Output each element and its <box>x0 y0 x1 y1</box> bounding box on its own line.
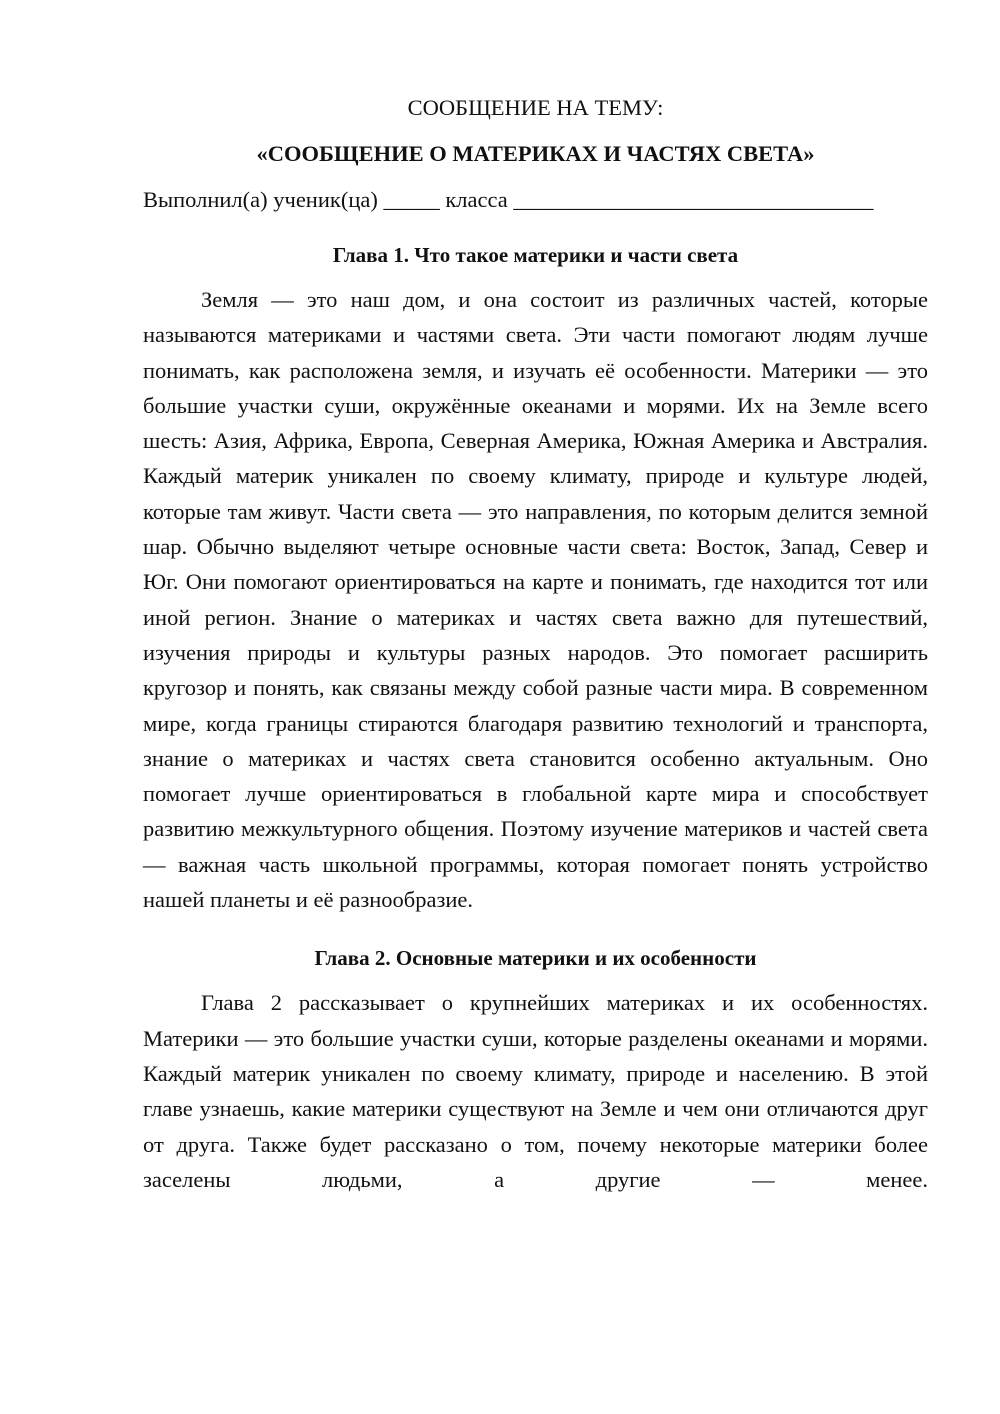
author-line: Выполнил(а) ученик(ца) _____ класса ________________________________ <box>143 187 874 212</box>
chapter-2-heading: Глава 2. Основные материки и их особенности <box>314 946 757 971</box>
chapter-1-paragraph: Земля — это наш дом, и она состоит из различных частей, которые называются материками и частями света. Эти части помогают людям лучше понимать, как расположена земля, и изучать её особенности. Материки — это большие участки суши, окружённые океанами и морями. Их на Земле всего шесть: Азия, Африка, Европа, Северная Америка, Южная Америка и Австралия. Каждый материк уникален по своему климату, природе и культуре людей, которые там живут. Части света — это направления, по которым делится земной шар. Обычно выделяют четыре основные части света: Восток, Запад, Север и Юг. Они помогают ориентироваться на карте и понимать, где находится тот или иной регион. Знание о материках и частях света важно для путешествий, изучения природы и культуры разных народов. Это помогает расширить кругозор и понять, как связаны между собой разные части мира. В современном мире, когда границы стираются благодаря развитию технологий и транспорта, знание о материках и частях света становится особенно актуальным. Оно помогает лучше ориентироваться в глобальной карте мира и способствует развитию межкультурного общения. Поэтому изучение материков и частей света — важная часть школьной программы, которая помогает понять устройство нашей планеты и её разнообразие. <box>143 287 928 913</box>
chapter-2-paragraph: Глава 2 рассказывает о крупнейших материках и их особенностях. Материки — это большие участки суши, которые разделены океанами и морями. Каждый материк уникален по своему климату, природе и населению. В этой главе узнаешь, какие материки существуют на Земле и чем они отличаются друг от друга. Также будет рассказано о том, почему некоторые материки более заселены людьми, а другие — менее. <box>143 990 928 1192</box>
document-title: СООБЩЕНИЕ НА ТЕМУ: <box>407 95 664 120</box>
chapter-1-heading: Глава 1. Что такое материки и части света <box>332 243 739 267</box>
document-page <box>143 90 928 1197</box>
document-subtitle: «СООБЩЕНИЕ О МАТЕРИКАХ И ЧАСТЯХ СВЕТА» <box>256 141 815 166</box>
